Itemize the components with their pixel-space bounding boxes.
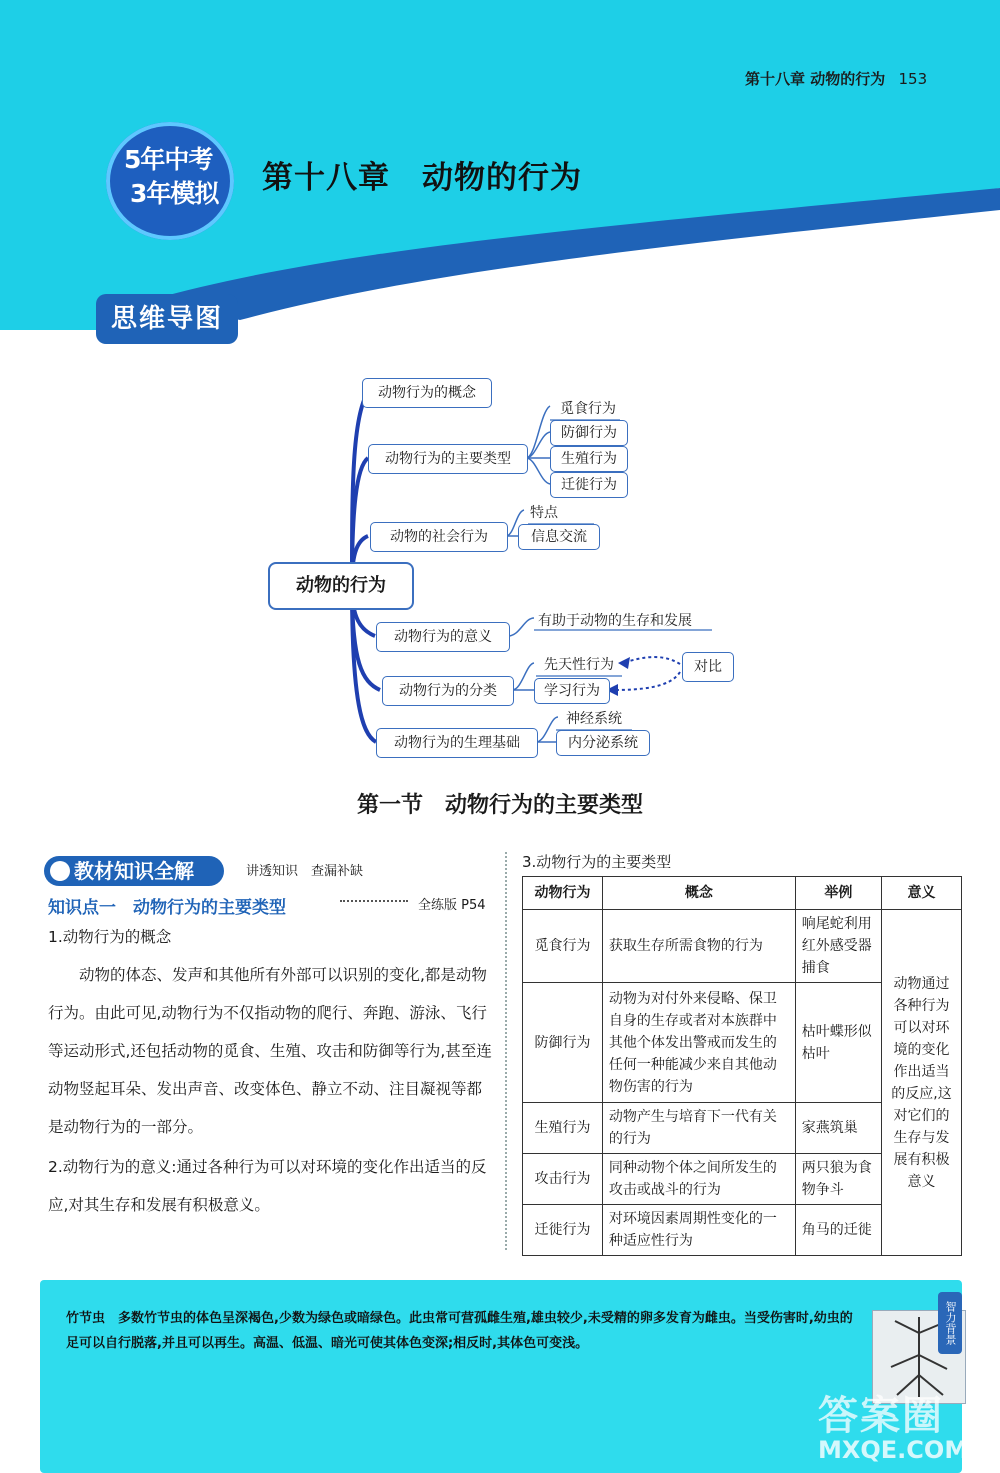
branch-social: 动物的社会行为 bbox=[370, 522, 508, 552]
paragraph-significance: 2.动物行为的意义:通过各种行为可以对环境的变化作出适当的反应,对其生存和发展有积极意义。 bbox=[48, 1158, 487, 1214]
running-head-topic: 动物的行为 bbox=[810, 70, 886, 88]
watermark-url: MXQE.COM bbox=[818, 1436, 969, 1464]
paragraph-concept: 动物的体态、发声和其他所有外部可以识别的变化,都是动物行为。由此可见,动物行为不仅指动物的爬行、奔跑、游泳、飞行等运动形式,还包括动物的觅食、生殖、攻击和防御等行为,甚至连动物竖起耳朵、发出声音、改变体色、静立不动、注目凝视等都是动物行为的一部分。 bbox=[48, 966, 492, 1136]
branch-classification: 动物行为的分类 bbox=[382, 676, 514, 706]
table-title: 3.动物行为的主要类型 bbox=[522, 853, 672, 871]
leaf-learned: 学习行为 bbox=[534, 678, 610, 704]
cell-example: 家燕筑巢 bbox=[795, 1103, 881, 1154]
leaf-defense: 防御行为 bbox=[550, 420, 628, 446]
cell-type: 迁徙行为 bbox=[523, 1205, 603, 1256]
page-number: 153 bbox=[898, 70, 928, 88]
mind-map-root: 动物的行为 bbox=[268, 562, 414, 610]
cell-example: 响尾蛇利用红外感受器捕食 bbox=[795, 910, 881, 983]
behavior-types-table bbox=[522, 876, 962, 1256]
cell-example: 角马的迁徙 bbox=[795, 1205, 881, 1256]
compare-box: 对比 bbox=[682, 652, 734, 682]
table-header: 意义 bbox=[882, 877, 962, 910]
leaf-innate: 先天性行为 bbox=[544, 657, 614, 673]
mindmap-tag: 思维导图 bbox=[96, 294, 238, 344]
branch-significance: 动物行为的意义 bbox=[376, 622, 510, 652]
cell-concept: 获取生存所需食物的行为 bbox=[602, 910, 795, 983]
table-header: 举例 bbox=[795, 877, 881, 910]
knowledge-tag bbox=[44, 856, 224, 886]
watermark-logo: 答案圈 bbox=[818, 1393, 944, 1439]
table-header: 动物行为 bbox=[523, 877, 603, 910]
knowledge-tag-label: 教材知识全解 bbox=[74, 859, 194, 883]
leaf-nervous: 神经系统 bbox=[566, 711, 622, 727]
running-head-chapter: 第十八章 bbox=[745, 70, 806, 88]
knowledge-point-ref: 全练版 P54 bbox=[418, 898, 486, 913]
cell-type: 攻击行为 bbox=[523, 1154, 603, 1205]
knowledge-point-title: 知识点一 动物行为的主要类型 bbox=[48, 898, 286, 918]
cell-type: 生殖行为 bbox=[523, 1103, 603, 1154]
table-row bbox=[523, 910, 962, 983]
cell-example: 两只狼为食物争斗 bbox=[795, 1154, 881, 1205]
table-header: 概念 bbox=[602, 877, 795, 910]
logo-line2: 3年模拟 bbox=[130, 179, 219, 208]
cell-type: 觅食行为 bbox=[523, 910, 603, 983]
branch-concept: 动物行为的概念 bbox=[362, 378, 492, 408]
speaker-icon bbox=[50, 861, 70, 881]
mind-map-connectors bbox=[0, 372, 1000, 772]
branch-physiology: 动物行为的生理基础 bbox=[376, 728, 538, 758]
leaf-migration: 迁徙行为 bbox=[550, 472, 628, 498]
leaf-features: 特点 bbox=[530, 505, 558, 521]
heading-concept: 1.动物行为的概念 bbox=[48, 928, 172, 946]
cell-concept: 动物产生与培育下一代有关的行为 bbox=[602, 1103, 795, 1154]
side-tab: 智力背景 bbox=[938, 1292, 962, 1354]
logo-line1: 5年中考 bbox=[124, 145, 213, 174]
column-divider bbox=[505, 852, 507, 1250]
chapter-title: 第十八章 动物的行为 bbox=[262, 160, 582, 196]
section-title: 第一节 动物行为的主要类型 bbox=[356, 793, 643, 818]
cell-concept: 动物为对付外来侵略、保卫自身的生存或者对本族群中其他个体发出警戒而发生的任何一种能减少来自其他动物伤害的行为 bbox=[602, 983, 795, 1103]
running-head bbox=[745, 68, 927, 89]
leaf-endocrine: 内分泌系统 bbox=[556, 730, 650, 756]
leader-dots bbox=[340, 900, 408, 902]
leaf-communication: 信息交流 bbox=[518, 524, 600, 550]
series-logo bbox=[106, 122, 234, 240]
leaf-survival: 有助于动物的生存和发展 bbox=[538, 613, 692, 629]
mind-map bbox=[0, 372, 1000, 772]
cell-concept: 对环境因素周期性变化的一种适应性行为 bbox=[602, 1205, 795, 1256]
cell-type: 防御行为 bbox=[523, 983, 603, 1103]
stick-insect-text: 竹节虫 多数竹节虫的体色呈深褐色,少数为绿色或暗绿色。此虫常可营孤雌生殖,雄虫较少,未受精的卵多发育为雌虫。当受伤害时,幼虫的足可以自行脱落,并且可以再生。高温、低温、暗光可使其体色变深;相反时,其体色可变浅。 bbox=[66, 1311, 853, 1351]
cell-concept: 同种动物个体之间所发生的攻击或战斗的行为 bbox=[602, 1154, 795, 1205]
cell-example: 枯叶蝶形似枯叶 bbox=[795, 983, 881, 1103]
leaf-reproduction: 生殖行为 bbox=[550, 446, 628, 472]
branch-main-types: 动物行为的主要类型 bbox=[368, 444, 528, 474]
leaf-foraging: 觅食行为 bbox=[560, 401, 616, 417]
cell-significance: 动物通过各种行为可以对环境的变化作出适当的反应,这对它们的生存与发展有积极意义 bbox=[882, 910, 962, 1256]
table-header-row bbox=[523, 877, 962, 910]
knowledge-subtitle: 讲透知识 查漏补缺 bbox=[246, 864, 364, 879]
